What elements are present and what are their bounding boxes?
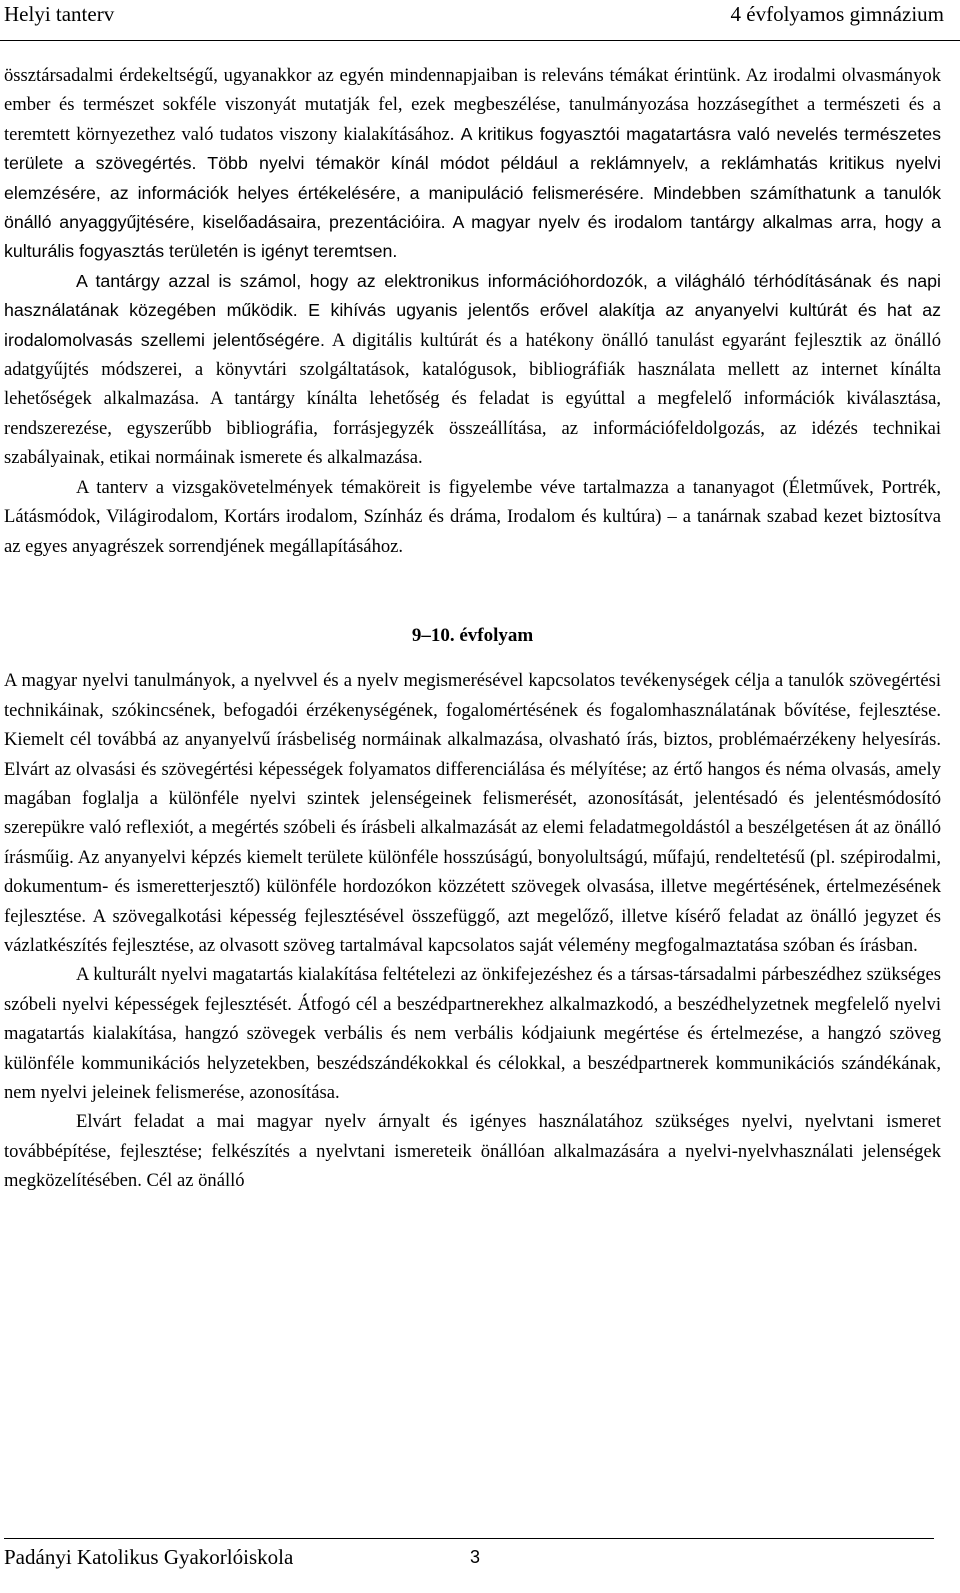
intro-paragraph-1 [4, 61, 941, 267]
intro-paragraph-2 [4, 267, 941, 473]
page-number: 3 [470, 1547, 481, 1567]
intro-paragraph-3: A tanterv a vizsgakövetelmények témaköreit is figyelembe véve tartalmazza a tananyagot (Életművek, Portrék, Látásmódok, Világirodalom, Kortárs irodalom, Színház és dráma, Irodalom és kultúra) – a tanárnak szabad kezet biztosítva az egyes anyagrészek sorrendjének megállapításához. [4, 476, 941, 557]
header-program: 4 évfolyamos gimnázium [730, 2, 944, 26]
footer-school-name: Padányi Katolikus Gyakorlóiskola [4, 1545, 294, 1569]
page-body [4, 61, 941, 1196]
page-header [0, 0, 960, 41]
section-heading: 9–10. évfolyam [411, 624, 534, 646]
section-paragraph-2: A kulturált nyelvi magatartás kialakítása feltételezi az önkifejezéshez és a társas-társadalmi párbeszédhez szükséges szóbeli nyelvi képességek fejlesztését. Átfogó cél a beszédpartnerekhez alkalmazkodó, a beszédhelyzetnek megfelelő nyelvi magatartás kialakítása, hangzó szövegek verbális és nem verbális kódjaiunk megértése és értelmezése, a hangzó szöveg különféle kommunikációs helyzetekben, beszédszándékokkal és célokkal, a beszédpartnerek kommunikációs szándékának, nem nyelvi jeleinek felismerése, azonosítása. [4, 964, 941, 1103]
intro-p1-serif: össztársadalmi érdekeltségű, ugyanakkor az egyén mindennapjaiban is releváns témákat érintünk. Az irodalmi olvasmányok ember és természet sokféle viszonyát mutatják fel, ezek megbeszélése, tanulmányozása hozzásegíthet a természeti és a teremtett környezethez való tudatos viszony kialakításához. [4, 65, 941, 145]
section-paragraph-1: A magyar nyelvi tanulmányok, a nyelvvel és a nyelv megismerésével kapcsolatos tevékenységek célja a tanulók szövegértési technikáinak, szókincsének, befogadói érzékenységének, fogalomértésének és fogalomhasználatának bővítése, fejlesztése. Kiemelt cél továbbá az anyanyelvű írásbeliség normáinak alkalmazása, olvasható írás, biztos, problémaérzékeny helyesírás. Elvárt az olvasási és szövegértési képességek folyamatos differenciálása és mélyítése; az értő hangos és néma olvasás, amely magában foglalja a különféle nyelvi szintek jelenségeinek felismerését, azonosítását, jelentésadó és jelentésmódosító szerepükre való reflexiót, a megértés szóbeli és írásbeli alkalmazását az elemi feladatmegoldástól a beszélgetésen át az önálló írásműig. Az anyanyelvi képzés kiemelt területe különféle hosszúságú, bonyolultságú, műfajú, rendeltetésű (pl. szépirodalmi, dokumentum- és ismeretterjesztő) különféle hordozókon közzétett szövegek olvasása, illetve megértésének, értelmezésének fejlesztése. A szövegalkotási képesség fejlesztésével összefüggő, azt megelőző, illetve kísérő feladat az önálló jegyzet és vázlatkészítés fejlesztése, az olvasott szöveg tartalmával kapcsolatos saját vélemény megfogalmaztatása szóban és írásban. [4, 670, 941, 956]
page-footer [4, 1538, 934, 1579]
intro-p2-sans: A tantárgy azzal is számol, hogy az elektronikus információhordozók, a világháló térhódításának és napi használatának közegében működik. E kihívás ugyanis jelentős erővel alakítja az anyanyelvi kultúrát és hat az irodalomolvasás szellemi jelentőségére. [4, 270, 941, 350]
header-doc-title: Helyi tanterv [4, 2, 115, 26]
section-paragraph-3: Elvárt feladat a mai magyar nyelv árnyalt és igényes használatához szükséges nyelvi, nyelvtani ismeret továbbépítése, fejlesztése; felkészítés a nyelvtani ismereteik önállóan alkalmazására a nyelvi-nyelvhasználati jelenségek megközelítésében. Cél az önálló [4, 1111, 941, 1192]
intro-p2-serif: A digitális kultúrát és a hatékony önálló tanulást egyaránt fejlesztik az önálló adatgyűjtés módszerei, a könyvtári szolgáltatások, katalógusok, bibliográfiák használata mellett az internet kínálta lehetőségek alkalmazása. A tantárgy kínálta lehetőség és feladat is egyúttal a megfelelő információk kiválasztása, rendszerezése, egyszerűbb bibliográfia, forrásjegyzék összeállítása, az információfeldolgozás, az idézés technikai szabályainak, etikai normáinak ismerete és alkalmazása. [4, 329, 942, 469]
intro-p1-sans: A kritikus fogyasztói magatartásra való nevelés természetes területe a szövegértés. Több nyelvi témakör kínál módot például a reklámnyelv, a reklámhatás kritikus nyelvi elemzésére, az információk helyes értékelésére, a manipuláció felismerésére. Mindebben számíthatunk a tanulók önálló anyaggyűjtésére, kiselőadásaira, prezentációira. A magyar nyelv és irodalom tantárgy alkalmas arra, hogy a kulturális fogyasztás területén is igényt teremtsen. [4, 123, 941, 262]
